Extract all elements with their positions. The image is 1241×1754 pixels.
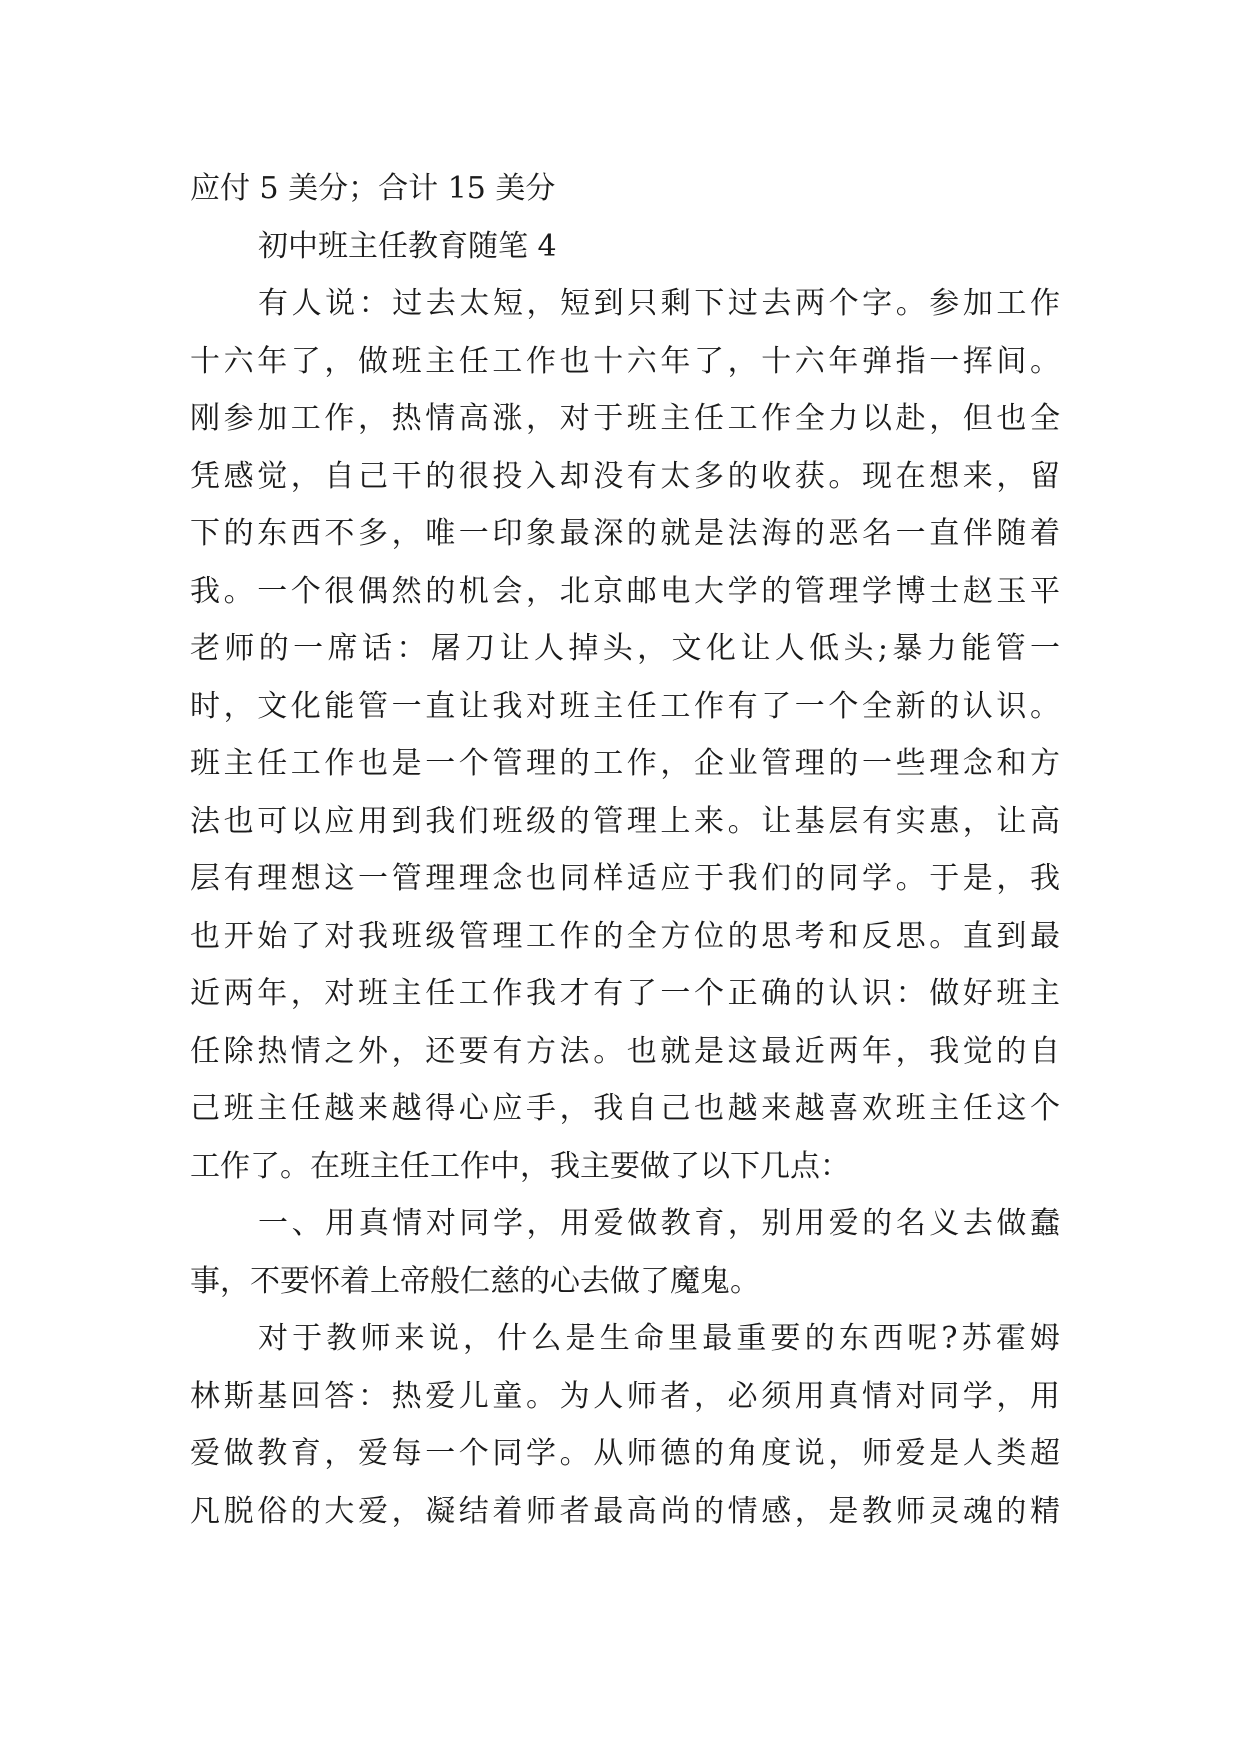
text-line: 老师的一席话：屠刀让人掉头，文化让人低头;暴力能管一 <box>190 631 1060 666</box>
text-line: 法也可以应用到我们班级的管理上来。让基层有实惠，让高 <box>190 803 1060 839</box>
text-line: 己班主任越来越得心应手，我自己也越来越喜欢班主任这个 <box>190 1091 1060 1126</box>
text-line: 十六年了，做班主任工作也十六年了，十六年弹指一挥间。 <box>190 343 1060 379</box>
text-line: 事，不要怀着上帝般仁慈的心去做了魔鬼。 <box>190 1263 760 1299</box>
text-line: 近两年，对班主任工作我才有了一个正确的认识：做好班主 <box>190 976 1060 1011</box>
text-line: 工作了。在班主任工作中，我主要做了以下几点： <box>190 1148 850 1184</box>
text-line: 凭感觉，自己干的很投入却没有太多的收获。现在想来，留 <box>190 458 1060 494</box>
text-line: 应付 5 美分；合计 15 美分 <box>190 171 556 206</box>
text-line: 也开始了对我班级管理工作的全方位的思考和反思。直到最 <box>190 918 1060 954</box>
text-line: 刚参加工作，热情高涨，对于班主任工作全力以赴，但也全 <box>190 401 1060 436</box>
text-line: 林斯基回答：热爱儿童。为人师者，必须用真情对同学，用 <box>190 1378 1060 1414</box>
text-line: 班主任工作也是一个管理的工作，企业管理的一些理念和方 <box>190 746 1060 781</box>
text-line: 凡脱俗的大爱，凝结着师者最高尚的情感，是教师灵魂的精 <box>190 1493 1060 1529</box>
text-line: 一、用真情对同学，用爱做教育，别用爱的名义去做蠢 <box>258 1206 1060 1241</box>
text-line: 对于教师来说，什么是生命里最重要的东西呢?苏霍姆 <box>258 1321 1060 1356</box>
text-line: 下的东西不多，唯一印象最深的就是法海的恶名一直伴随着 <box>190 516 1060 551</box>
text-line: 有人说：过去太短，短到只剩下过去两个字。参加工作 <box>258 286 1060 321</box>
text-line: 时，文化能管一直让我对班主任工作有了一个全新的认识。 <box>190 688 1060 724</box>
text-line: 任除热情之外，还要有方法。也就是这最近两年，我觉的自 <box>190 1033 1060 1069</box>
section-heading: 初中班主任教育随笔 4 <box>258 228 557 264</box>
text-line: 我。一个很偶然的机会，北京邮电大学的管理学博士赵玉平 <box>190 573 1060 609</box>
text-line: 爱做教育，爱每一个同学。从师德的角度说，师爱是人类超 <box>190 1436 1060 1471</box>
body-text <box>190 160 1060 1540</box>
text-line: 层有理想这一管理理念也同样适应于我们的同学。于是，我 <box>190 861 1060 896</box>
